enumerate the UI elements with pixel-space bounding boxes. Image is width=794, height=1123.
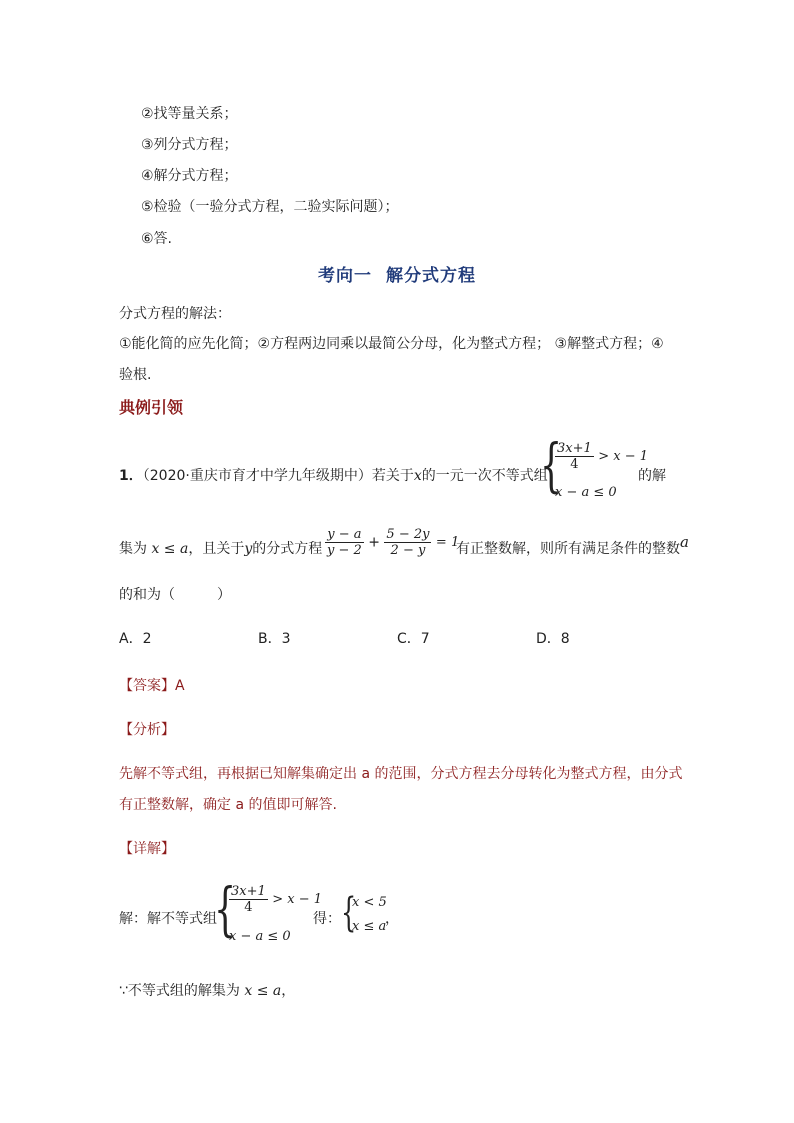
analysis-line1: 先解不等式组，再根据已知解集确定出 a 的范围，分式方程去分母转化为整式方程，由分式: [119, 766, 683, 782]
detail-system-brace: {: [214, 875, 237, 943]
ineq1-rhs: > x − 1: [598, 449, 649, 464]
question-line1: [119, 465, 548, 485]
detail-get: 得：: [313, 911, 341, 927]
method-intro: 分式方程的解法：: [119, 306, 231, 322]
answer-tag: 【答案】: [119, 678, 175, 694]
detail-ineq2: x − a ≤ 0: [229, 929, 291, 944]
frac1-denominator: y − 2: [327, 543, 362, 558]
question-text-c: 的解: [638, 468, 666, 484]
frac2: [384, 527, 431, 558]
frac1: [325, 527, 364, 558]
frac2-denominator: 2 − y: [390, 543, 426, 558]
frac2-numerator: 5 − 2y: [386, 527, 430, 542]
section-heading-part2: 解分式方程: [386, 266, 476, 286]
question-line2: [119, 538, 322, 558]
equation-rhs: = 1: [435, 535, 460, 550]
system-ineq2: x − a ≤ 0: [555, 485, 617, 500]
example-heading: 典例引领: [119, 398, 184, 417]
plus-sign: +: [368, 534, 380, 551]
step-3: ③列分式方程；: [141, 137, 238, 153]
question-line3: 的和为（ ）: [119, 587, 231, 603]
ineq1-denominator: 4: [570, 457, 579, 472]
line2-b: ，且关于: [188, 541, 245, 557]
step-4: ④解分式方程；: [141, 168, 238, 184]
option-a: A．2: [119, 631, 152, 647]
option-c: C．7: [397, 631, 430, 647]
because-set: x ≤ a: [244, 983, 282, 999]
detail-prefix: 解：解不等式组: [119, 911, 217, 927]
analysis-line2: 有正整数解，确定 a 的值即可解答.: [119, 797, 337, 813]
section-heading: [0, 261, 794, 286]
ineq1-numerator: 3x+1: [557, 441, 592, 456]
var-y: y: [244, 541, 253, 557]
question-text-a: 若关于: [371, 468, 414, 484]
question-line2-end: [456, 533, 689, 558]
result-brace: {: [341, 890, 357, 936]
detail-tag: 【详解】: [119, 841, 175, 857]
question-source: （2020·重庆市育才中学九年级期中）: [142, 468, 372, 484]
result-2: x ≤ a: [352, 919, 387, 934]
because-end: ，: [281, 983, 296, 999]
because-text: ∵不等式组的解集为: [119, 983, 240, 999]
detail-ineq1-rhs: > x − 1: [272, 892, 323, 907]
detail-ineq1: [229, 884, 322, 915]
result-1: x < 5: [352, 895, 387, 910]
line2-d: 有正整数解，则所有满足条件的整数: [456, 541, 680, 557]
question-text-b: 的一元一次不等式组: [421, 468, 548, 484]
result-comma: ，: [385, 911, 399, 927]
detail-ineq1-fraction: [229, 884, 268, 915]
step-6: ⑥答.: [141, 231, 173, 247]
step-5: ⑤检验（一验分式方程，二验实际问题）；: [141, 199, 399, 215]
option-d: D．8: [536, 631, 570, 647]
analysis-tag: 【分析】: [119, 722, 175, 738]
var-x: x: [413, 468, 422, 484]
frac1-numerator: y − a: [325, 527, 364, 543]
because-line: [119, 980, 295, 1000]
line2-a: 集为: [119, 541, 147, 557]
var-a: a: [680, 533, 689, 551]
line2-c: 的分式方程: [252, 541, 323, 557]
question-number: 1．: [119, 468, 143, 484]
method-line2: 验根.: [119, 367, 152, 383]
option-b: B．3: [258, 631, 291, 647]
ineq1-fraction: [555, 441, 594, 472]
answer-value: A: [175, 678, 185, 694]
answer-line: [119, 675, 185, 695]
section-heading-part1: 考向一: [318, 266, 372, 286]
step-2: ②找等量关系；: [141, 106, 238, 122]
detail-ineq1-numerator: 3x+1: [231, 884, 266, 899]
system-brace: {: [540, 431, 563, 499]
solution-set: x ≤ a: [151, 541, 189, 557]
method-line1: ①能化简的应先化简；②方程两边同乘以最简公分母，化为整式方程； ③解整式方程；④: [119, 336, 664, 352]
detail-ineq1-denominator: 4: [244, 900, 253, 915]
fractional-equation: [325, 527, 459, 558]
system-ineq1: [555, 441, 648, 472]
